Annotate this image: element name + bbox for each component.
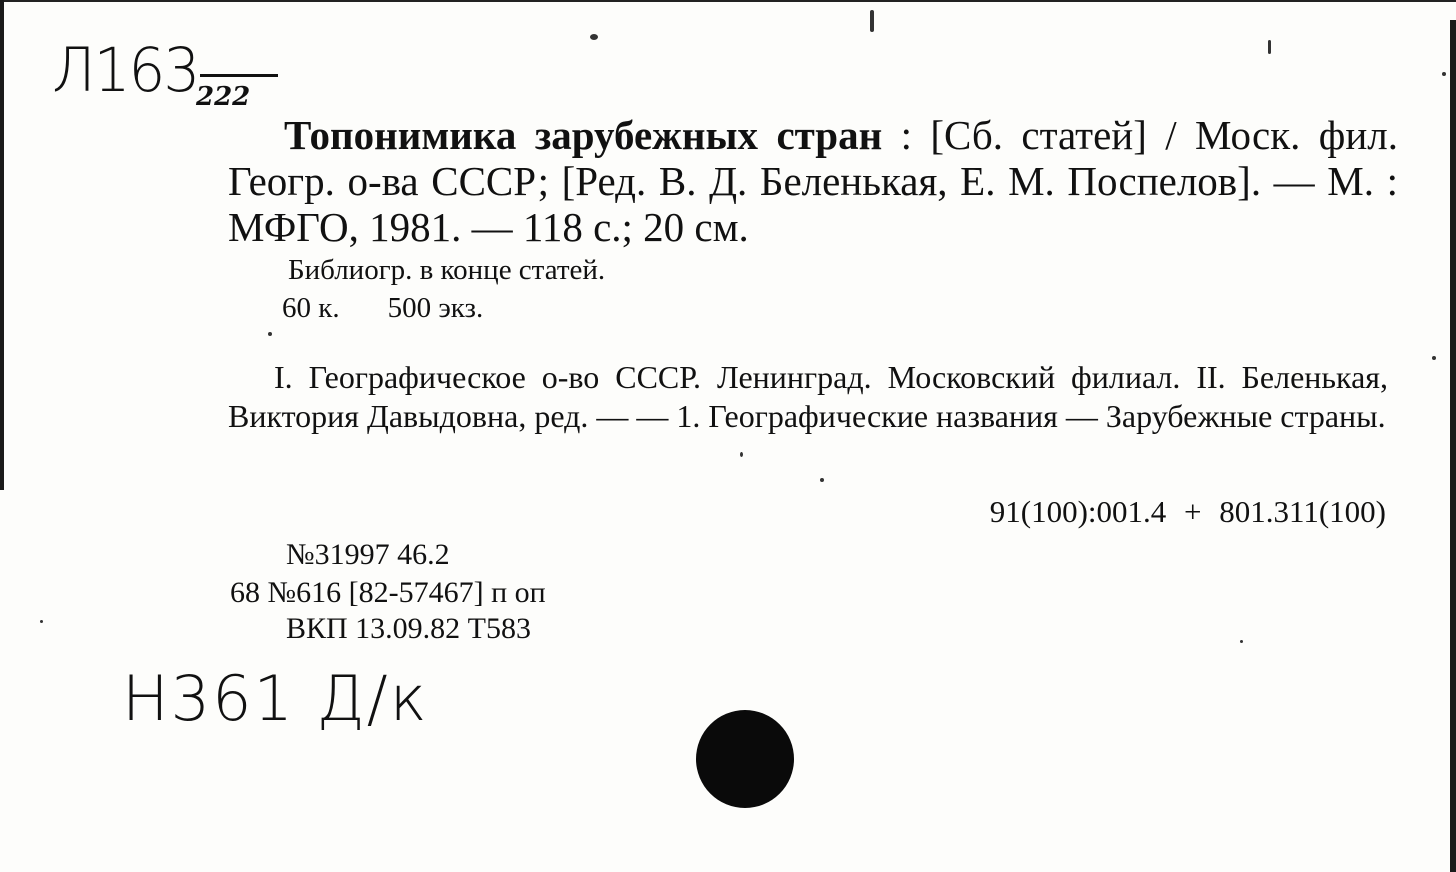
- tech-line-2: 68 №616 [82-57467] п оп: [230, 576, 546, 609]
- tech-line-3: ВКП 13.09.82 Т583: [286, 612, 532, 645]
- speck: [740, 452, 743, 457]
- shelf-mark: Л163: [52, 34, 199, 106]
- inventory-mark: Н361 Д/к: [122, 662, 429, 735]
- punch-hole: [696, 710, 794, 808]
- card-edge-top: [0, 0, 1456, 2]
- card-edge-left: [0, 0, 4, 490]
- bibliography-note: Библиогр. в конце статей.: [288, 254, 606, 286]
- book-title: Топонимика зарубежных стран: [284, 112, 883, 158]
- classification-index: 91(100):001.4 + 801.311(100): [989, 494, 1386, 529]
- speck: [820, 478, 824, 482]
- imprint: : [Сб. статей] / Моск. фил. Геогр. о-ва СССР; [Ред. В. Д. Беленькая, Е. М. Поспелов]. — М. : МФГО, 1981. — 118 с.; 20 см.: [228, 112, 1398, 250]
- speck: [1432, 356, 1436, 360]
- price: 60 к.: [282, 292, 340, 324]
- card-edge-right: [1450, 20, 1456, 872]
- shelf-mark-sub: 222: [196, 82, 251, 112]
- speck: [870, 10, 874, 32]
- tracing-entries: I. Географическое о-во СССР. Ленинград. Московский филиал. II. Беленькая, Виктория Давыдовна, ред. — — 1. Географические названия — Зарубежные страны.: [228, 359, 1388, 434]
- speck: [1240, 640, 1243, 643]
- price-copies-line: [282, 292, 483, 325]
- speck: [40, 620, 43, 623]
- speck: [268, 332, 272, 336]
- bibliographic-description: [228, 112, 1398, 250]
- shelf-mark-bar: [200, 74, 278, 77]
- tech-line-1: №31997 46.2: [286, 538, 450, 571]
- speck: [1268, 40, 1271, 54]
- speck: [590, 34, 598, 40]
- speck: [1442, 72, 1446, 76]
- copies: 500 экз.: [387, 292, 484, 324]
